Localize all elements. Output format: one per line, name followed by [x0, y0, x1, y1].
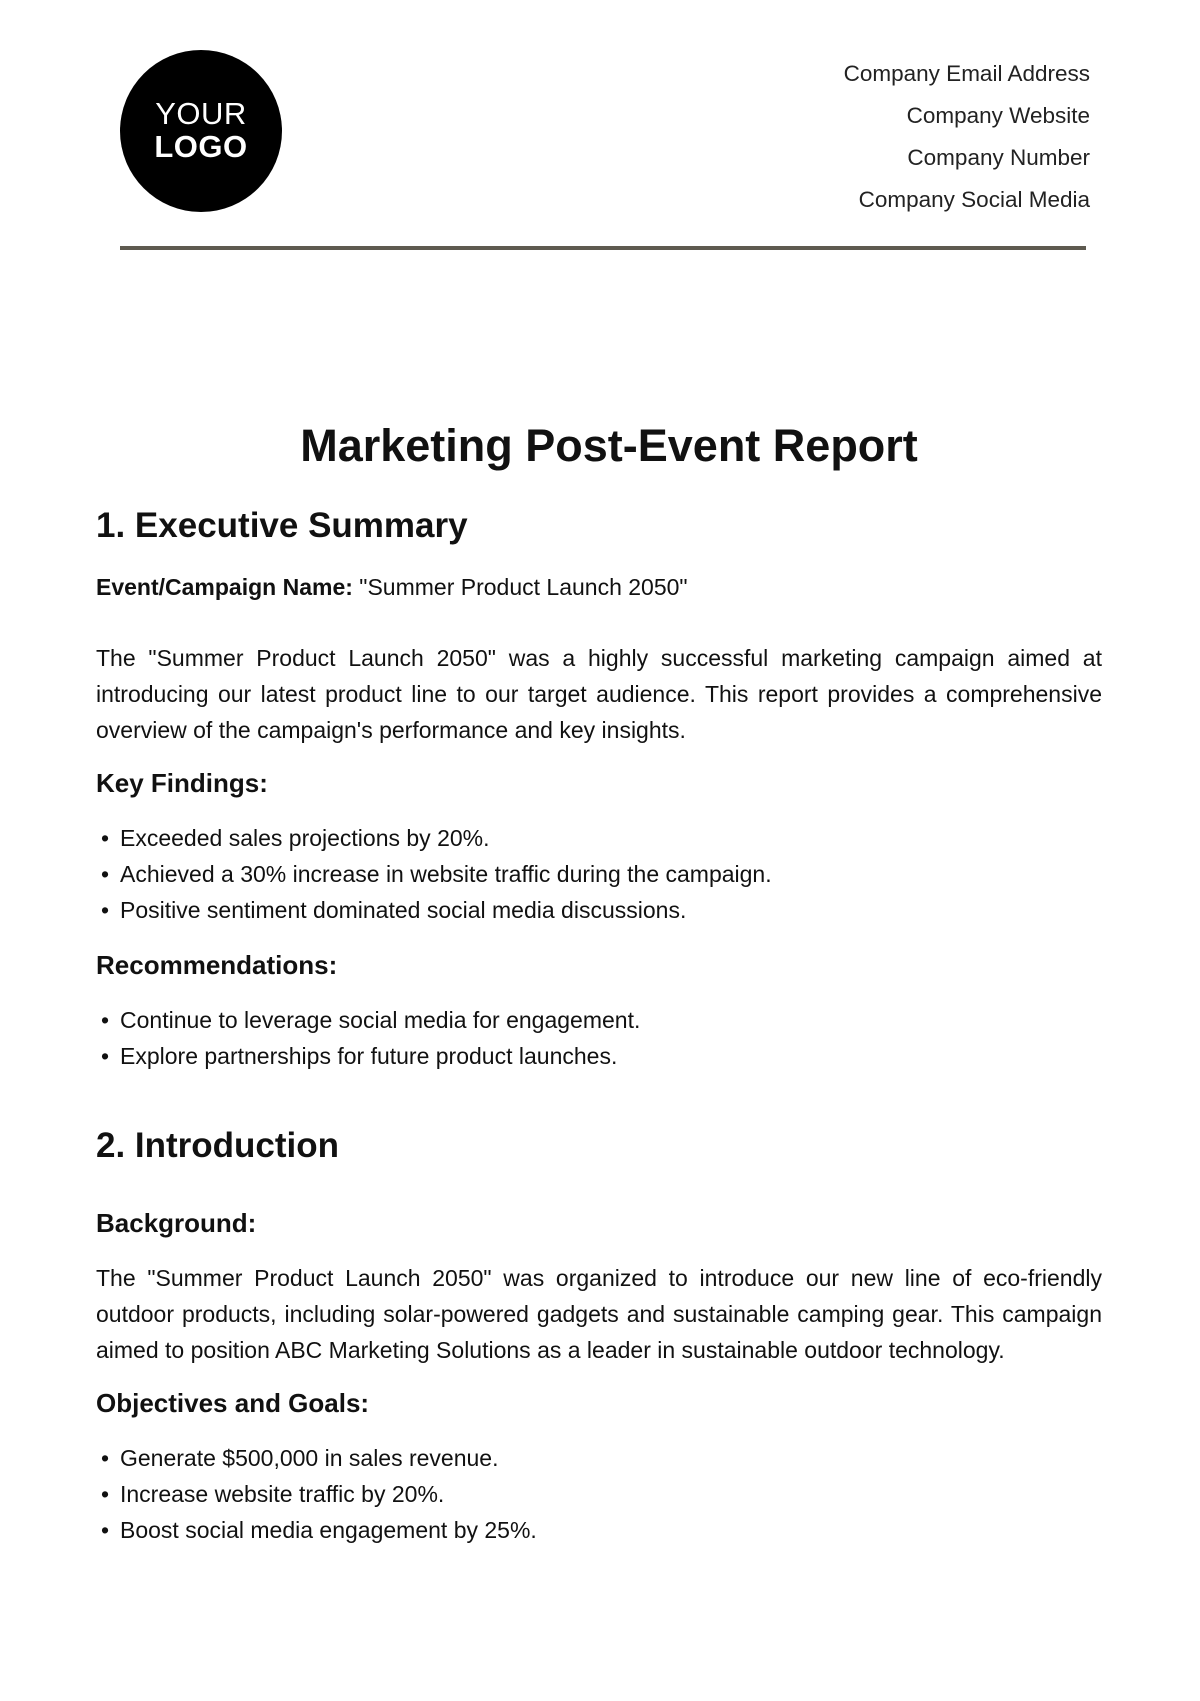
company-email: Company Email Address	[843, 61, 1090, 86]
bullet-icon: •	[101, 1007, 110, 1033]
list-item	[96, 1476, 1102, 1512]
list-item-text: Exceeded sales projections by 20%.	[120, 825, 490, 851]
bullet-icon: •	[101, 861, 110, 887]
key-findings-heading: Key Findings:	[96, 768, 268, 798]
bullet-icon: •	[101, 897, 110, 923]
objectives-heading: Objectives and Goals:	[96, 1388, 370, 1418]
bullet-icon: •	[101, 1481, 110, 1507]
list-item-text: Continue to leverage social media for engagement.	[120, 1007, 641, 1033]
company-number: Company Number	[907, 145, 1090, 170]
company-logo	[120, 50, 282, 212]
list-item	[96, 1002, 1102, 1038]
list-item	[96, 1512, 1102, 1548]
list-item-text: Explore partnerships for future product launches.	[120, 1043, 618, 1069]
section-heading-introduction: 2. Introduction	[96, 1126, 340, 1165]
recommendations-heading: Recommendations:	[96, 950, 338, 980]
event-name-value: "Summer Product Launch 2050"	[359, 574, 688, 600]
logo-line-2: LOGO	[154, 129, 248, 164]
header-divider	[120, 246, 1086, 250]
list-item-text: Achieved a 30% increase in website traffic during the campaign.	[120, 861, 772, 887]
bullet-icon: •	[101, 825, 110, 851]
company-website: Company Website	[906, 103, 1090, 128]
report-content	[96, 418, 1102, 1548]
list-item	[96, 820, 1102, 856]
list-item	[96, 892, 1102, 928]
key-findings-list	[96, 820, 1102, 928]
company-contact-block	[844, 53, 1090, 221]
section-heading-executive-summary: 1. Executive Summary	[96, 506, 468, 545]
list-item	[96, 856, 1102, 892]
bullet-icon: •	[101, 1445, 110, 1471]
list-item	[96, 1440, 1102, 1476]
background-heading: Background:	[96, 1208, 257, 1238]
list-item-text: Generate $500,000 in sales revenue.	[120, 1445, 499, 1471]
list-item-text: Boost social media engagement by 25%.	[120, 1517, 537, 1543]
event-name-line	[96, 569, 1102, 605]
event-name-label: Event/Campaign Name:	[96, 574, 353, 600]
executive-summary-paragraph: The "Summer Product Launch 2050" was a highly successful marketing campaign aimed at introducing our latest product line to our target audience. This report provides a comprehensive overview of the campaign's performance and key insights.	[96, 645, 1102, 743]
company-social-media: Company Social Media	[858, 187, 1090, 212]
background-paragraph: The "Summer Product Launch 2050" was organized to introduce our new line of eco-friendly outdoor products, including solar-powered gadgets and sustainable camping gear. This campaign aimed to position ABC Marketing Solutions as a leader in sustainable outdoor technology.	[96, 1265, 1102, 1363]
bullet-icon: •	[101, 1043, 110, 1069]
list-item	[96, 1038, 1102, 1074]
list-item-text: Positive sentiment dominated social media discussions.	[120, 897, 687, 923]
bullet-icon: •	[101, 1517, 110, 1543]
objectives-list	[96, 1440, 1102, 1548]
report-title: Marketing Post-Event Report	[300, 420, 918, 471]
recommendations-list	[96, 1002, 1102, 1074]
list-item-text: Increase website traffic by 20%.	[120, 1481, 445, 1507]
logo-line-1: YOUR	[155, 96, 247, 132]
